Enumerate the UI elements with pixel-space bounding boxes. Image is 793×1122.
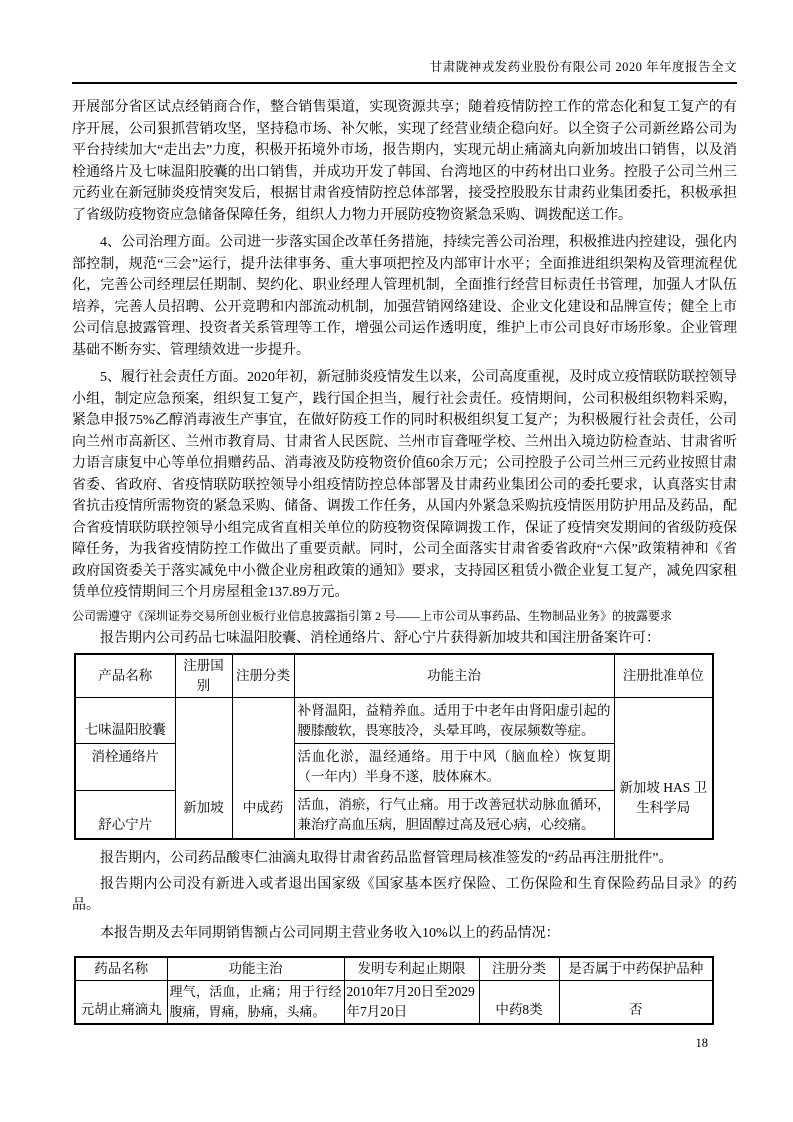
column-header-tcm-protection: 是否属于中药保护品种 (559, 957, 713, 981)
report-title: 甘肃陇神戎发药业股份有限公司 2020 年年度报告全文 (429, 60, 737, 74)
column-header-approval-authority: 注册批准单位 (614, 654, 713, 698)
singapore-registration-table (74, 653, 714, 840)
country-cell: 新加坡 (175, 698, 232, 840)
drug-name-cell: 元胡止痛滴丸 (75, 981, 167, 1025)
paragraph-governance: 4、公司治理方面。公司进一步落实国企改革任务措施，持续完善公司治理，积极推进内控建设，强化内部控制，规范“三会”运行，提升法律事务、重大事项把控及内部审计水平；全面推进组织架构及管理流程优化，完善公司经理层任期制、契约化、职业经理人管理机制，全面推行经营目标责任书管理，加强人才队伍培养，完善人员招聘、公开竞聘和内部流动机制，加强营销网络建设、企业文化建设和品牌宣传；健全上市公司信息披露管理、投资者关系管理等工作，增强公司运作透明度，维护上市公司良好市场形象。企业管理基础不断夯实、管理绩效进一步提升。 (72, 235, 737, 358)
product-name-cell: 舒心宁片 (75, 791, 175, 840)
reregistration-note: 报告期内，公司药品酸枣仁油滴丸取得甘肃省药品监督管理局核准签发的“药品再注册批件”。 (100, 851, 673, 866)
column-header-patent-term: 发明专利起止期限 (344, 957, 479, 981)
indication-cell: 活血，消瘀，行气止痛。用于改善冠状动脉血循环，兼治疗高血压病，胆固醇过高及冠心病，心绞痛。 (294, 791, 614, 840)
product-name-cell: 消栓通络片 (75, 744, 175, 791)
patent-term-cell: 2010年7月20日至2029年7月20日 (344, 981, 479, 1025)
indication-cell: 补肾温阳，益精养血。适用于中老年由肾阳虚引起的腰膝酸软，畏寒肢冷，头晕耳鸣，夜尿频数等症。 (294, 698, 614, 744)
paragraph-social-responsibility: 5、履行社会责任方面。2020年初，新冠肺炎疫情发生以来，公司高度重视，及时成立疫情联防联控领导小组，制定应急预案，组织复工复产，践行国企担当，履行社会责任。疫情期间，公司积极组织物料采购，紧急申报75%乙醇消毒液生产事宜，在做好防疫工作的同时积极组织复工复产；为积极履行社会责任，公司向兰州市高新区、兰州市教育局、甘肃省人民医院、兰州市盲聋哑学校、兰州出入境边防检查站、甘肃省听力语言康复中心等单位捐赠药品、消毒液及防疫物资价值60余万元；公司控股子公司兰州三元药业按照甘肃省委、省政府、省疫情联防联控领导小组疫情防控总体部署及甘肃药业集团公司的委托要求，认真落实甘肃省抗击疫情所需物资的紧急采购、储备、调拨工作任务，从国内外紧急采购抗疫情医用防护用品及药品，配合省疫情联防联控领导小组完成省直相关单位的防疫物资保障调拨工作，保证了疫情突发期间的省级防疫保障任务，为我省疫情防控工作做出了重要贡献。同时，公司全面落实甘肃省委省政府“六保”政策精神和《省政府国资委关于落实减免中小微企业房租政策的通知》要求，支持园区租赁小微企业复工复产，减免四家租赁单位疫情期间三个月房屋租金137.89万元。 (72, 370, 737, 600)
column-header-registration-class: 注册分类 (232, 654, 294, 698)
approval-authority-cell: 新加坡 HAS 卫生科学局 (614, 698, 713, 840)
drug-indication-cell: 理气，活血，止痛；用于行经腹痛，胃痛，胁痛，头痛。 (167, 981, 344, 1025)
classification-cell: 中成药 (232, 698, 294, 840)
tcm-protection-cell: 否 (559, 981, 713, 1025)
page-content (72, 84, 737, 1025)
column-header-product-name: 产品名称 (75, 654, 175, 698)
column-header-indications: 功能主治 (294, 654, 614, 698)
product-name-cell: 七味温阳胶囊 (75, 698, 175, 744)
major-drug-table-header-row (75, 957, 713, 981)
column-header-drug-name: 药品名称 (75, 957, 167, 981)
page-header (72, 0, 737, 84)
drug-classification-cell: 中药8类 (479, 981, 559, 1025)
registration-intro: 报告期内公司药品七味温阳胶囊、消栓通络片、舒心宁片获得新加坡共和国注册备案许可： (100, 630, 660, 646)
major-drug-table (74, 956, 714, 1025)
page-footer (696, 1036, 709, 1051)
column-header-drug-class: 注册分类 (479, 957, 559, 981)
registration-table-header-row (75, 654, 713, 698)
major-drug-intro: 本报告期及去年同期销售额占公司同期主营业务收入10%以上的药品情况： (100, 925, 560, 941)
insurance-catalog-note: 报告期内公司没有新进入或者退出国家级《国家基本医疗保险、工伤保险和生育保险药品目录》的药品。 (72, 876, 737, 913)
column-header-registration-country: 注册国别 (175, 654, 232, 698)
paragraph-operations: 开展部分省区试点经销商合作，整合销售渠道，实现资源共享；随着疫情防控工作的常态化和复工复产的有序开展，公司狠抓营销攻坚，坚持稳市场、补欠帐，实现了经营业绩企稳向好。以全资子公司新丝路公司为平台持续加大“走出去”力度，积极开拓境外市场，报告期内，实现元胡止痛滴丸向新加坡出口销售，以及消栓通络片及七味温阳胶囊的出口销售，并成功开发了韩国、台湾地区的中药材出口业务。控股子公司兰州三元药业在新冠肺炎疫情突发后，根据甘肃省疫情防控总体部署，接受控股股东甘肃药业集团委托，积极承担了省级防疫物资应急储备保障任务，组织人力物力开展防疫物资紧急采购、调拨配送工作。 (72, 100, 737, 223)
major-drug-table-row (75, 981, 713, 1025)
registration-table-row (75, 698, 713, 744)
disclosure-requirement-note: 公司需遵守《深圳证券交易所创业板行业信息披露指引第 2 号——上市公司从事药品、生物制品业务》的披露要求 (72, 608, 673, 623)
indication-cell: 活血化淤，温经通络。用于中风（脑血栓）恢复期（一年内）半身不遂，肢体麻木。 (294, 744, 614, 791)
column-header-drug-indications: 功能主治 (167, 957, 344, 981)
page-number: 18 (695, 1036, 708, 1050)
